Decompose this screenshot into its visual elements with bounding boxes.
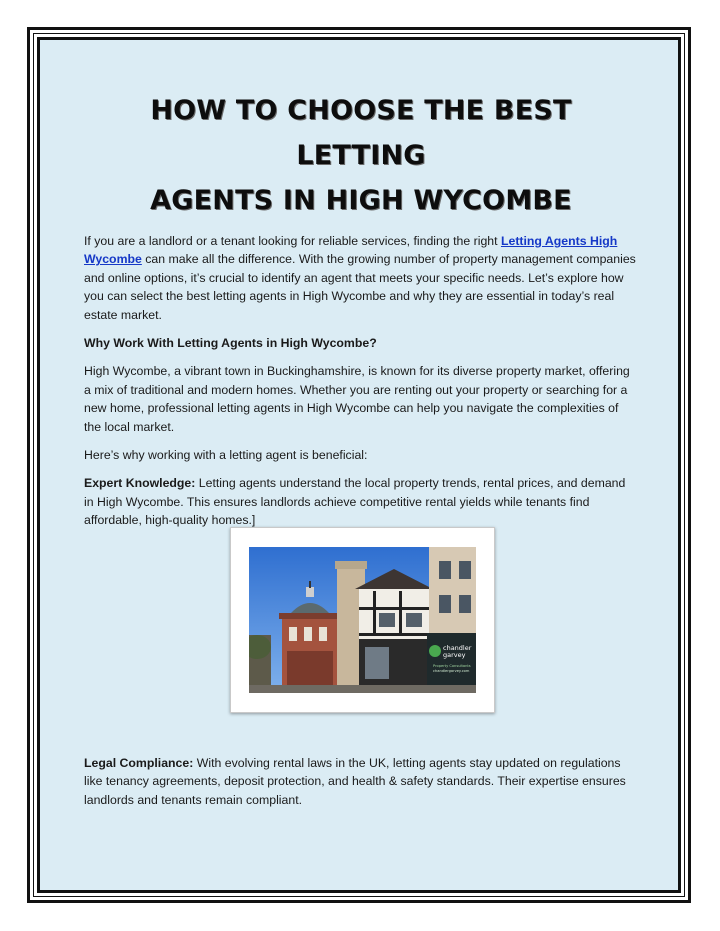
legal-compliance-text: With evolving rental laws in the UK, letting agents stay updated on regulations like tenancy agreements, deposit protection, and health & safety standards. Their expertise ensures landlords and tenants remain compliant. xyxy=(84,756,626,807)
high-wycombe-street-photo xyxy=(249,547,476,693)
intro-text-start: If you are a landlord or a tenant looking for reliable services, finding the right xyxy=(84,234,501,248)
tudor-window xyxy=(379,613,395,627)
agency-sign-line1: chandler xyxy=(443,644,472,652)
article-title xyxy=(84,88,638,223)
article-body xyxy=(84,88,638,530)
right-window xyxy=(439,561,451,579)
expert-knowledge-text: Letting agents understand the local property trends, rental prices, and demand in High Wycombe. This ensures landlords achieve competitive rental yields while tenants find affordable, high-quality homes.] xyxy=(84,476,626,528)
title-line-1: HOW TO CHOOSE THE BEST LETTING xyxy=(150,95,572,171)
guildhall-window xyxy=(304,627,312,641)
guildhall-window xyxy=(289,627,297,641)
why-paragraph: High Wycombe, a vibrant town in Buckinghamshire, is known for its diverse property market, offering a mix of traditional and modern homes. Whether you are renting out your property or searching for a new home, professional letting agents in High Wycombe can help you navigate the complexities of the local market. xyxy=(84,364,630,434)
timber-beam xyxy=(359,633,429,636)
shop-window xyxy=(365,647,389,679)
agency-sign-line4: chandlergarvey.com xyxy=(433,669,470,673)
timber-post xyxy=(373,591,376,633)
benefit-intro: Here’s why working with a letting agent is beneficial: xyxy=(84,448,368,463)
timber-beam xyxy=(359,607,429,610)
right-window xyxy=(459,561,471,579)
guildhall-window xyxy=(319,627,327,641)
expert-knowledge-paragraph xyxy=(84,474,638,529)
right-window xyxy=(459,595,471,613)
photo-frame xyxy=(230,527,495,713)
agency-sign-line2: garvey xyxy=(443,651,466,659)
guildhall-cupola xyxy=(306,587,314,597)
right-window xyxy=(439,595,451,613)
intro-text-end: can make all the difference. With the growing number of property management companies and online options, it’s crucial to identify an agent that meets your specific needs. Let’s explore how you can select the best letting agents in High Wycombe and why they are essential in today’s real estate market. xyxy=(84,252,636,322)
timber-post xyxy=(399,591,402,633)
street xyxy=(249,685,476,693)
tudor-window xyxy=(406,613,422,627)
legal-compliance-paragraph xyxy=(84,754,638,809)
guildhall-cornice xyxy=(279,613,341,619)
why-heading: Why Work With Letting Agents in High Wycombe? xyxy=(84,336,377,351)
letting-agents-link[interactable]: Letting Agents High Wycombe xyxy=(84,234,618,267)
guildhall-spire xyxy=(309,581,311,588)
legal-compliance-label: Legal Compliance: xyxy=(84,756,194,770)
tower-top xyxy=(335,561,367,569)
street-scene-illustration xyxy=(249,547,476,693)
expert-knowledge-label: Expert Knowledge: xyxy=(84,476,196,491)
agency-logo-icon xyxy=(429,645,441,657)
agency-sign-line3: Property Consultants xyxy=(433,664,471,668)
agency-shopfront xyxy=(427,633,476,693)
intro-paragraph xyxy=(84,232,638,324)
title-line-2: AGENTS IN HIGH WYCOMBE xyxy=(150,185,572,216)
